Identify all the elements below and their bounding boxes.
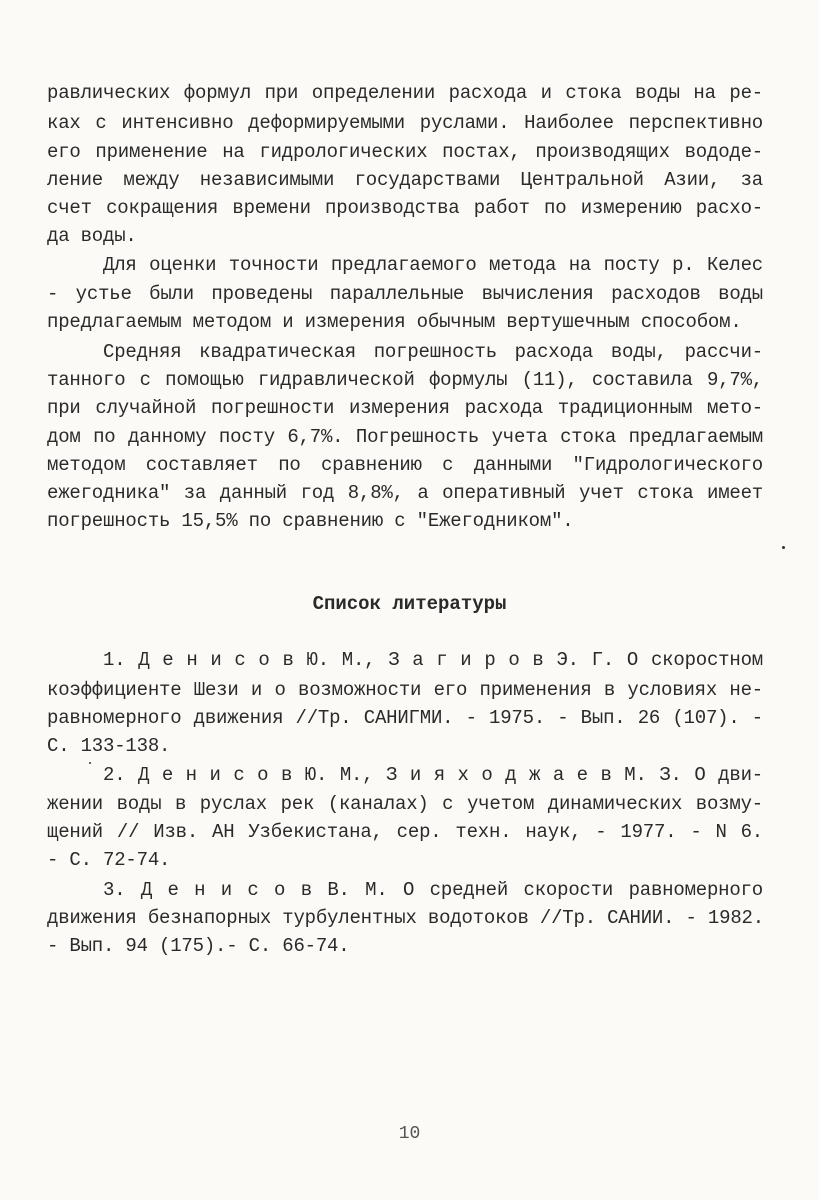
text-line: ках с интенсивно деформируемыми руслами. Наиболее перспективно: [47, 112, 763, 134]
references-heading: Список литературы: [312, 593, 507, 615]
reference-line: коэффициенте Шези и о возможности его применения в условиях не-: [47, 679, 763, 701]
text-line: счет сокращения времени производства работ по измерению расхо-: [47, 197, 763, 219]
reference-line: движения безнапорных турбулентных водотоков //Тр. САНИИ. - 1982.: [47, 907, 764, 929]
page-number: 10: [398, 1124, 421, 1144]
text-line: Для оценки точности предлагаемого метода на посту р. Келес: [103, 254, 763, 276]
reference-line: 3. Д е н и с о в В. М. О средней скорости равномерного: [103, 879, 763, 901]
reference-line: 1. Д е н и с о в Ю. М., З а г и р о в Э. Г. О скоростном: [103, 649, 763, 671]
reference-line: 2. Д е н и с о в Ю. М., З и я х о д ж а е в М. З. О дви-: [103, 764, 763, 786]
reference-line: щений // Изв. АН Узбекистана, сер. техн. наук, - 1977. - N 6.: [47, 821, 763, 843]
text-line: ление между независимыми государствами Центральной Азии, за: [47, 169, 763, 191]
reference-line: - Вып. 94 (175).- С. 66-74.: [47, 935, 350, 957]
text-line: танного с помощью гидравлической формулы (11), составила 9,7%,: [47, 369, 763, 391]
text-line: дом по данному посту 6,7%. Погрешность учета стока предлагаемым: [47, 426, 763, 448]
text-line: - устье были проведены параллельные вычисления расходов воды: [47, 283, 763, 305]
text-line: методом составляет по сравнению с данными "Гидрологического: [47, 454, 763, 476]
scan-speck: [782, 546, 785, 549]
text-line: да воды.: [47, 225, 137, 247]
text-line: при случайной погрешности измерения расхода традиционным мето-: [47, 397, 763, 419]
reference-line: жении воды в руслах рек (каналах) с учетом динамических возму-: [47, 793, 763, 815]
text-line: Средняя квадратическая погрешность расхода воды, рассчи-: [103, 341, 763, 363]
text-line: его применение на гидрологических постах, производящих вододе-: [47, 141, 763, 163]
text-line: предлагаемым методом и измерения обычным вертушечным способом.: [47, 311, 742, 333]
reference-line: - С. 72-74.: [47, 849, 171, 871]
reference-line: С. 133-138.: [47, 735, 171, 757]
reference-line: равномерного движения //Тр. САНИГМИ. - 1975. - Вып. 26 (107). -: [47, 707, 763, 729]
scan-speck: [89, 762, 91, 764]
text-line: погрешность 15,5% по сравнению с "Ежегодником".: [47, 510, 574, 532]
text-line: ежегодника" за данный год 8,8%, а оперативный учет стока имеет: [47, 482, 763, 504]
text-line: равлических формул при определении расхода и стока воды на ре-: [47, 82, 763, 104]
